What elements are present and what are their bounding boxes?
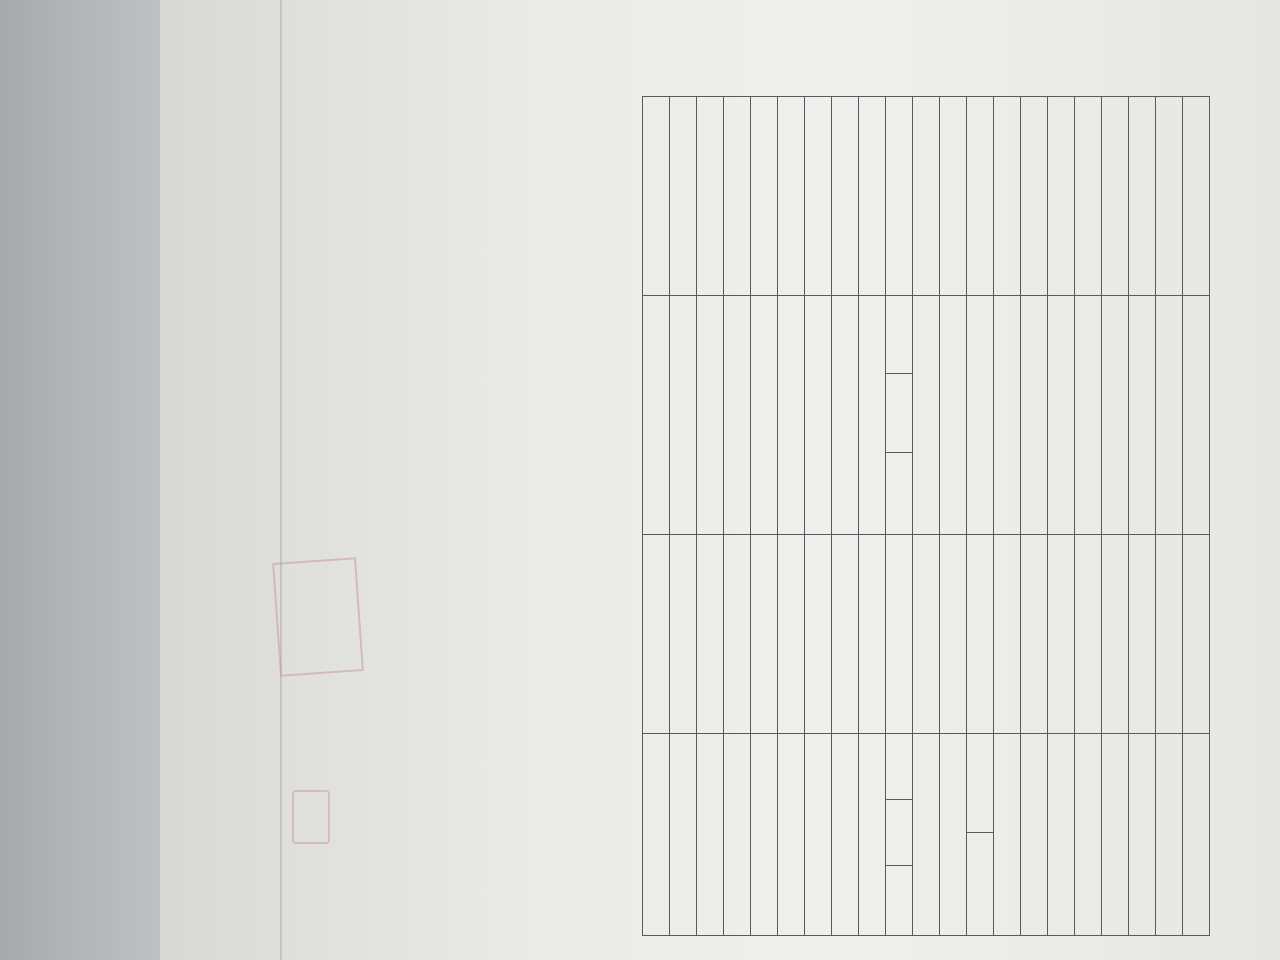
field-value (751, 734, 778, 936)
field-label (1102, 97, 1129, 296)
field-label (1102, 535, 1129, 734)
field-label (1156, 97, 1183, 296)
field-value (1183, 734, 1210, 936)
field-value (805, 296, 832, 535)
table-row (1048, 97, 1075, 936)
field-label (1048, 97, 1075, 296)
field-label (670, 535, 697, 734)
field-value (940, 296, 967, 535)
table-row (1183, 97, 1210, 936)
field-value (1048, 296, 1075, 535)
vehicle-certificate (170, 20, 1210, 940)
field-value (886, 296, 913, 535)
field-label (778, 535, 805, 734)
table-row (805, 97, 832, 936)
field-label (940, 535, 967, 734)
field-label (751, 535, 778, 734)
field-label (1183, 97, 1210, 296)
field-value (913, 296, 940, 535)
table-row (724, 97, 751, 936)
field-value (1183, 296, 1210, 535)
field-value (1129, 734, 1156, 936)
field-value (967, 734, 994, 936)
field-value (1102, 734, 1129, 936)
field-label (859, 97, 886, 296)
field-value (994, 296, 1021, 535)
field-label (1021, 535, 1048, 734)
field-label (994, 97, 1021, 296)
field-label (751, 97, 778, 296)
table-row (1129, 97, 1156, 936)
field-label (886, 535, 913, 734)
field-value (967, 296, 994, 535)
field-label (697, 535, 724, 734)
field-label (724, 535, 751, 734)
field-label (1183, 535, 1210, 734)
field-label (670, 97, 697, 296)
field-label (805, 535, 832, 734)
table-row (751, 97, 778, 936)
certificate-table (642, 96, 1210, 936)
table-row (1102, 97, 1129, 936)
field-label (967, 97, 994, 296)
table-row (940, 97, 967, 936)
field-label (643, 535, 670, 734)
field-value (1075, 296, 1102, 535)
field-value (1048, 734, 1075, 936)
field-label (697, 97, 724, 296)
small-stamp (292, 790, 330, 844)
field-value (751, 296, 778, 535)
field-value (724, 296, 751, 535)
field-value (1156, 296, 1183, 535)
field-value (859, 734, 886, 936)
field-value (697, 734, 724, 936)
table-row (1021, 97, 1048, 936)
table-row (778, 97, 805, 936)
field-value (913, 734, 940, 936)
field-value (832, 296, 859, 535)
table-row (913, 97, 940, 936)
field-label (832, 97, 859, 296)
field-value (643, 296, 670, 535)
field-label (1021, 97, 1048, 296)
table-row (994, 97, 1021, 936)
table-row (859, 97, 886, 936)
field-value (1075, 734, 1102, 936)
field-label (1048, 535, 1075, 734)
field-label (913, 97, 940, 296)
table-row (1156, 97, 1183, 936)
field-label (913, 535, 940, 734)
field-value (1129, 296, 1156, 535)
field-value (778, 296, 805, 535)
table-row (1075, 97, 1102, 936)
field-label (832, 535, 859, 734)
table-row (670, 97, 697, 936)
field-label (643, 97, 670, 296)
field-value (670, 296, 697, 535)
field-value (697, 296, 724, 535)
field-label (1156, 535, 1183, 734)
field-value (1102, 296, 1129, 535)
field-label (1129, 535, 1156, 734)
field-value (724, 734, 751, 936)
field-label (886, 97, 913, 296)
table-row (832, 97, 859, 936)
red-stamp (272, 557, 364, 677)
table-row (886, 97, 913, 936)
field-value (1021, 296, 1048, 535)
field-label (940, 97, 967, 296)
field-label (1129, 97, 1156, 296)
field-label (1075, 535, 1102, 734)
table-row (697, 97, 724, 936)
field-value (643, 734, 670, 936)
field-value (940, 734, 967, 936)
field-label (994, 535, 1021, 734)
field-label (967, 535, 994, 734)
field-label (805, 97, 832, 296)
field-value (670, 734, 697, 936)
field-label (778, 97, 805, 296)
table-row (643, 97, 670, 936)
field-value (886, 734, 913, 936)
field-value (778, 734, 805, 936)
field-label (724, 97, 751, 296)
table-row (967, 97, 994, 936)
field-value (859, 296, 886, 535)
field-value (805, 734, 832, 936)
field-label (1075, 97, 1102, 296)
field-value (994, 734, 1021, 936)
field-label (859, 535, 886, 734)
field-value (832, 734, 859, 936)
field-value (1021, 734, 1048, 936)
field-value (1156, 734, 1183, 936)
